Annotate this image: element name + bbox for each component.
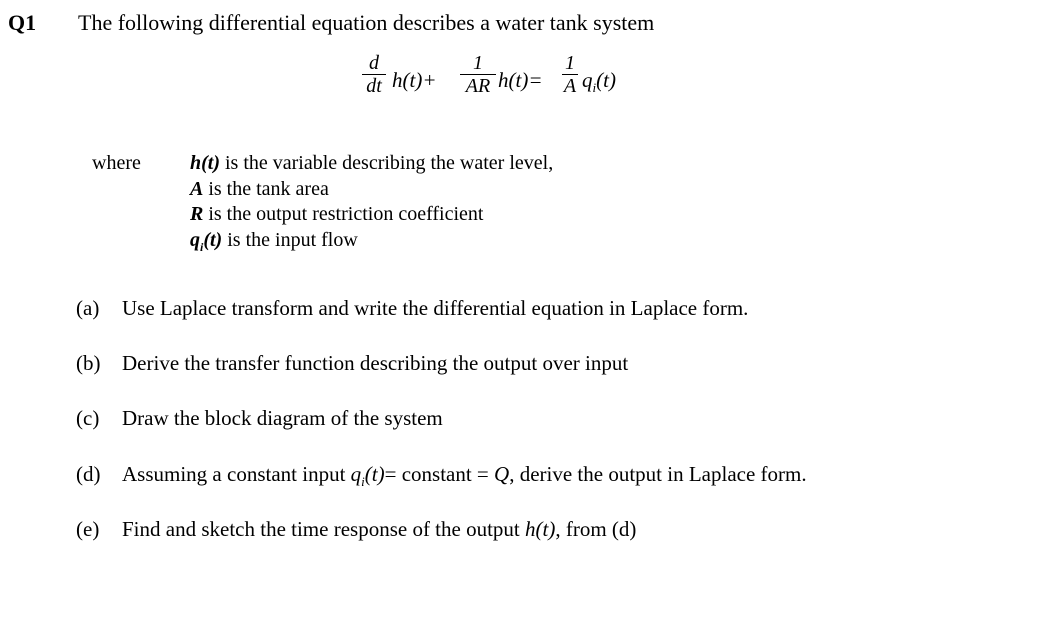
- question-number: Q1: [8, 10, 37, 35]
- part-a-label: (a): [76, 296, 100, 320]
- fraction-denominator-A: A: [563, 75, 577, 97]
- part-b-text: Derive the transfer function describing the output over input: [122, 351, 629, 375]
- definition-A: A is the tank area: [190, 177, 329, 200]
- definition-h: h(t) is the variable describing the water level,: [190, 152, 554, 174]
- differential-equation: [362, 52, 662, 122]
- part-a-text: Use Laplace transform and write the differential equation in Laplace form.: [122, 296, 749, 320]
- fraction-denominator-AR: AR: [465, 75, 491, 97]
- part-c: [76, 406, 443, 431]
- h-term-1: h(t)+: [392, 68, 437, 92]
- part-c-label: (c): [76, 406, 100, 430]
- definitions-list: [190, 151, 553, 260]
- derivative-fraction: [362, 52, 386, 97]
- part-d-label: (d): [76, 462, 101, 486]
- derivative-denominator: dt: [366, 75, 382, 97]
- part-a: [76, 296, 748, 321]
- question-intro: The following differential equation describes a water tank system: [78, 10, 655, 35]
- part-e: (e) Find and sketch the time response of the output h(t), from (d): [76, 517, 637, 541]
- fraction-numerator-1: 1: [473, 52, 483, 74]
- fraction-numerator-2: 1: [565, 52, 575, 74]
- part-b-label: (b): [76, 351, 101, 375]
- h-term-2: h(t)=: [498, 68, 543, 92]
- derivative-numerator: d: [369, 52, 379, 74]
- definition-R: R is the output restriction coefficient: [190, 203, 484, 225]
- part-e-label: (e): [76, 517, 100, 541]
- part-c-text: Draw the block diagram of the system: [122, 406, 443, 430]
- one-over-A-fraction: [562, 52, 578, 97]
- q-term: $q_i(t)$: [582, 68, 616, 96]
- one-over-AR-fraction: [460, 52, 496, 97]
- part-b: [76, 351, 628, 376]
- definition-q: $q_i(t)$ is the input flow: [190, 228, 358, 254]
- part-d: (d) Assuming a constant input $q_i(t)=$ constant = Q, derive the output in Laplace form.: [76, 462, 807, 490]
- where-label: where: [92, 152, 141, 174]
